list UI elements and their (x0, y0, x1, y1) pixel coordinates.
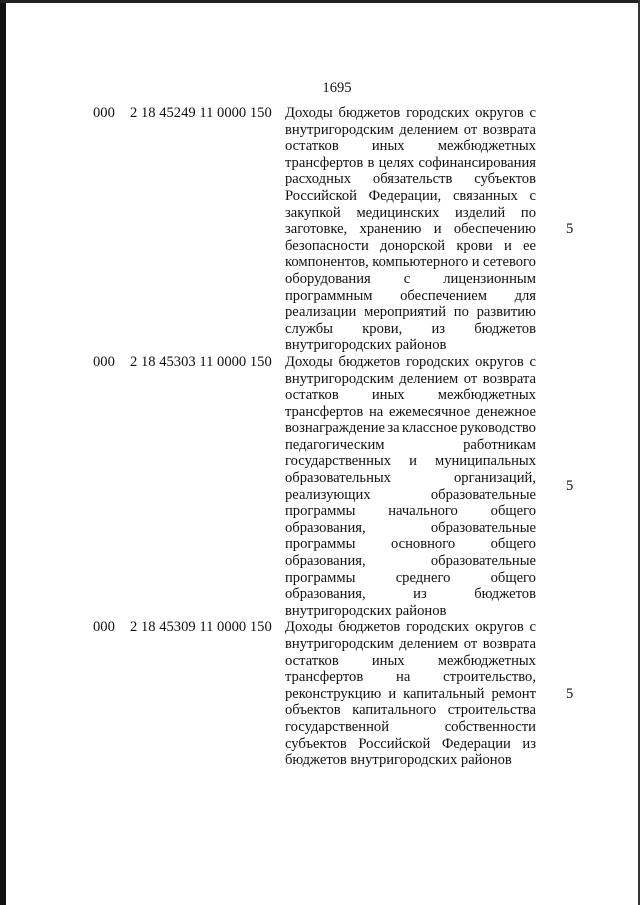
word: муниципальных (434, 453, 536, 470)
word: иных (371, 387, 405, 404)
word: денежное (475, 403, 536, 420)
admin-code: 000 (93, 105, 115, 121)
description-line (285, 586, 536, 603)
description-line (285, 155, 536, 172)
word: изделий (455, 204, 506, 221)
word: Российской (285, 187, 357, 204)
word: софинансирования (418, 154, 536, 171)
word: вознаграждение (285, 420, 385, 437)
word: среднего (395, 569, 451, 586)
word: с (403, 270, 411, 287)
budget-code-table (93, 105, 574, 769)
description-line (285, 487, 536, 504)
word: реализующих (285, 486, 371, 503)
word: капитального (352, 702, 437, 719)
word: крови (456, 237, 493, 254)
word: остатков (285, 138, 339, 155)
word: трансфертов (285, 403, 364, 420)
page-number: 1695 (322, 80, 352, 96)
word: городских (406, 619, 470, 636)
word: организаций, (454, 470, 536, 487)
word: иных (371, 652, 405, 669)
description-line (285, 470, 536, 487)
word: субъектов (474, 171, 536, 188)
word: сетевого (482, 254, 536, 271)
description (285, 354, 536, 620)
description-line (285, 105, 536, 122)
description-line (285, 171, 536, 188)
word: строительство, (443, 669, 536, 686)
word: общего (490, 503, 536, 520)
word: по (520, 204, 536, 221)
word: и (388, 685, 397, 702)
word: образовательные (430, 553, 536, 570)
word: бюджетов (338, 353, 401, 370)
word: из (413, 586, 427, 603)
word: возврата (482, 636, 536, 652)
word: с (529, 105, 536, 121)
description-line (285, 570, 536, 587)
word: компьютерного (372, 254, 469, 271)
word: округов (475, 619, 524, 636)
description-line (285, 321, 536, 338)
word: возврата (482, 370, 536, 387)
description-line (285, 138, 536, 155)
description-line (285, 387, 536, 404)
word: лицензионным (443, 270, 536, 287)
word: делением (399, 121, 459, 138)
word: городских (406, 353, 470, 370)
word: на (396, 669, 411, 686)
word: государственной (285, 718, 390, 735)
word: Доходы (285, 105, 333, 121)
description-line (285, 437, 536, 454)
word: расходных (285, 171, 352, 188)
scan-edge-left (0, 0, 6, 905)
word: округов (475, 353, 524, 370)
word: для (514, 287, 536, 304)
word: закупкой (285, 204, 341, 221)
table-row (93, 619, 574, 769)
description-line: внутригородских районов (285, 602, 447, 619)
description-line (285, 520, 536, 537)
word: медицинских (356, 204, 440, 221)
word: службы (285, 320, 333, 337)
scan-edge-top (0, 0, 640, 3)
description-line (285, 205, 536, 222)
word: от (463, 121, 478, 138)
word: от (463, 370, 478, 387)
word: Российской (358, 735, 431, 752)
word: развитию (476, 304, 536, 321)
word: делением (399, 370, 459, 387)
description-line (285, 271, 536, 288)
word: субъектов (285, 735, 347, 752)
word: обязательств (372, 171, 453, 188)
word: образования, (285, 519, 366, 536)
word: с (529, 353, 536, 370)
description-line (285, 619, 536, 636)
description-line (285, 453, 536, 470)
description-line (285, 122, 536, 139)
word: ежемесячное (388, 403, 471, 420)
word: общего (490, 569, 536, 586)
description-line (285, 686, 536, 703)
word: округов (475, 105, 524, 121)
word: возврата (482, 121, 536, 138)
word: Доходы (285, 353, 333, 370)
description (285, 105, 536, 354)
description-line (285, 354, 536, 371)
word: за (387, 420, 400, 437)
description-line (285, 304, 536, 321)
word: обеспечению (453, 221, 536, 238)
description-line (285, 503, 536, 520)
value: 5 (566, 685, 574, 702)
word: из (522, 735, 536, 752)
description-line (285, 404, 536, 421)
word: внутригородским (285, 121, 394, 138)
description-line: внутригородских районов (285, 337, 447, 354)
word: ее (523, 237, 536, 254)
word: с (529, 187, 536, 204)
word: межбюджетных (437, 138, 536, 155)
word: Федерации (441, 735, 511, 752)
word: Доходы (285, 619, 333, 636)
word: безопасности (285, 237, 369, 254)
word: образования, (285, 553, 366, 570)
word: бюджетов (338, 105, 401, 121)
word: по (453, 304, 469, 321)
description-line (285, 636, 536, 653)
budget-code: 2 18 45303 11 0000 150 (130, 353, 272, 370)
word: хранению (359, 221, 422, 238)
word: донорской (380, 237, 446, 254)
word: на (368, 403, 384, 420)
value: 5 (566, 220, 574, 237)
word: государственных (285, 453, 392, 470)
word: образовательные (430, 519, 536, 536)
word: остатков (285, 387, 339, 404)
word: иных (371, 138, 405, 155)
word: и (433, 221, 442, 238)
word: крови, (362, 320, 403, 337)
word: и (471, 254, 480, 271)
word: компонентов, (285, 254, 369, 271)
word: в (367, 154, 375, 171)
word: межбюджетных (437, 652, 536, 669)
word: программы (285, 503, 356, 520)
word: работникам (463, 436, 536, 453)
description-line (285, 669, 536, 686)
admin-code: 000 (93, 619, 115, 636)
word: классное (401, 420, 458, 437)
word: и (409, 453, 417, 470)
description-line (285, 371, 536, 388)
word: оборудования (285, 270, 371, 287)
description-line (285, 188, 536, 205)
word: капитальный (403, 685, 485, 702)
word: программным (285, 287, 373, 304)
word: городских (406, 105, 470, 121)
word: начального (388, 503, 458, 520)
word: с (529, 619, 536, 636)
word: программы (285, 536, 356, 553)
word: межбюджетных (437, 387, 536, 404)
word: бюджетов (338, 619, 401, 636)
word: обеспечением (400, 287, 487, 304)
word: внутригородским (285, 636, 394, 652)
word: от (463, 636, 478, 652)
word: мероприятий (364, 304, 447, 321)
value: 5 (566, 478, 574, 495)
word: заготовке, (285, 221, 348, 238)
word: трансфертов (285, 154, 364, 171)
description-line (285, 702, 536, 719)
word: из (431, 320, 446, 337)
word: делением (399, 636, 459, 652)
word: бюджетов (474, 586, 536, 603)
description-line (285, 221, 536, 238)
description-line: бюджетов внутригородских районов (285, 752, 512, 769)
word: остатков (285, 652, 339, 669)
description-line (285, 238, 536, 255)
word: трансфертов (285, 669, 364, 686)
word: образования, (285, 586, 366, 603)
word: целях (378, 154, 415, 171)
word: строительства (447, 702, 536, 719)
word: основного (390, 536, 456, 553)
table-row (93, 353, 574, 620)
word: руководство (459, 420, 536, 437)
description-line (285, 719, 536, 736)
word: реализации (285, 304, 357, 321)
admin-code: 000 (93, 353, 115, 370)
word: педагогическим (285, 436, 385, 453)
description (285, 619, 536, 768)
budget-code: 2 18 45309 11 0000 150 (130, 619, 272, 636)
word: объектов (285, 702, 341, 719)
budget-code: 2 18 45249 11 0000 150 (130, 105, 272, 121)
description-line (285, 254, 536, 271)
word: и (503, 237, 512, 254)
word: ремонт (491, 685, 536, 702)
word: связанных (452, 187, 518, 204)
word: общего (490, 536, 536, 553)
word: программы (285, 569, 356, 586)
word: внутригородским (285, 370, 394, 387)
word: реконструкцию (285, 685, 382, 702)
description-line (285, 420, 536, 437)
table-row (93, 105, 574, 354)
description-line (285, 536, 536, 553)
description-line (285, 736, 536, 753)
description-line (285, 553, 536, 570)
word: собственности (444, 718, 536, 735)
description-line (285, 288, 536, 305)
word: Федерации, (368, 187, 442, 204)
word: бюджетов (474, 320, 536, 337)
word: образовательные (430, 486, 536, 503)
word: образовательных (285, 470, 391, 487)
description-line (285, 653, 536, 670)
